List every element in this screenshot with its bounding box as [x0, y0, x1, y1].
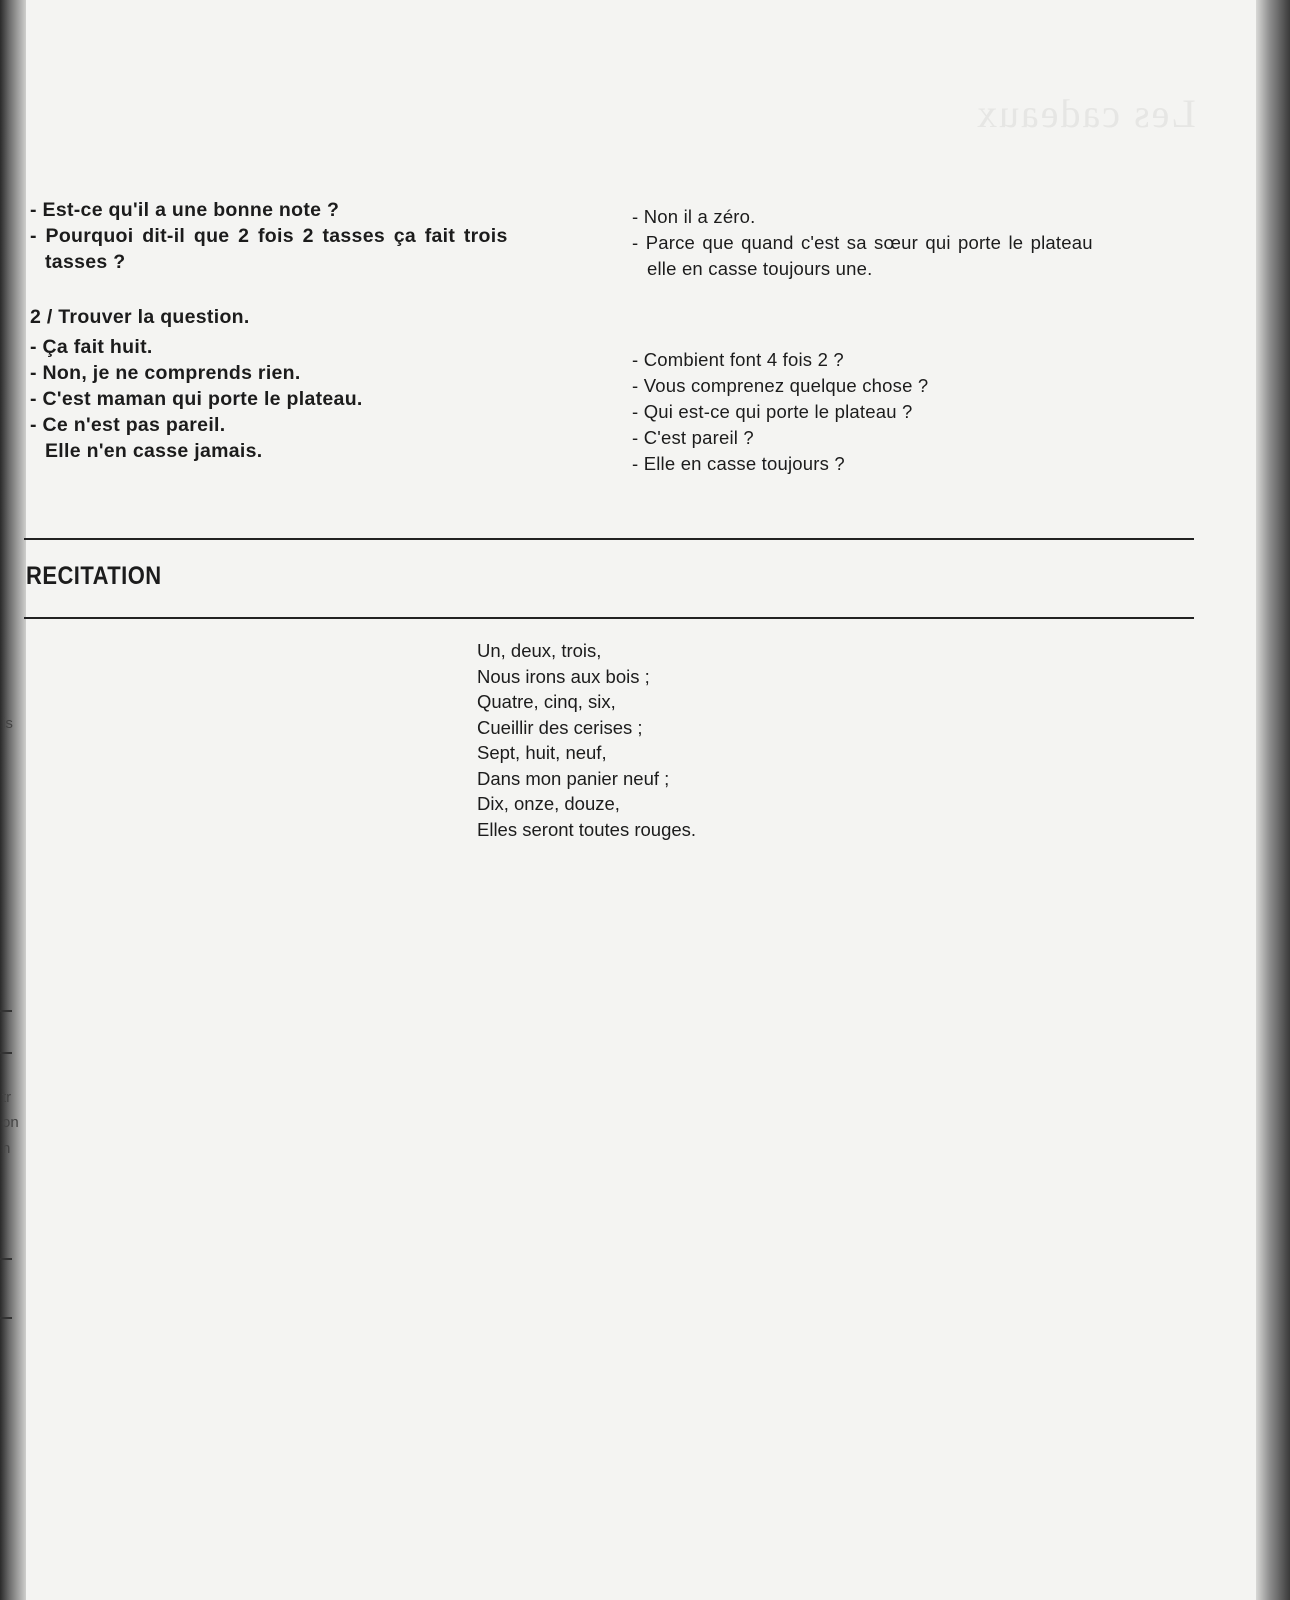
dialogue-questions — [30, 197, 508, 275]
question-line: - Pourquoi dit-il que 2 fois 2 tasses ça fait trois — [30, 225, 508, 247]
poem-line: Sept, huit, neuf, — [477, 742, 607, 763]
question-line: tasses ? — [45, 251, 126, 273]
exercise-questions — [632, 347, 928, 477]
poem-line: Nous irons aux bois ; — [477, 665, 650, 687]
answer-line: elle en casse toujours une. — [647, 258, 873, 279]
exercise-heading: 2 / Trouver la question. — [30, 306, 250, 328]
exercise-question: - Qui est-ce qui porte le plateau ? — [632, 401, 913, 422]
exercise-answer: - Ça fait huit. — [30, 336, 153, 358]
section-rule-top — [24, 538, 1194, 540]
right-page-edge — [1256, 0, 1290, 1600]
bleed-through-text: Les cadeaux — [975, 91, 1196, 136]
edge-rule — [0, 1010, 12, 1012]
edge-fragment: is — [2, 715, 13, 732]
question-line: - Est-ce qu'il a une bonne note ? — [30, 199, 340, 221]
exercise-answer: - C'est maman qui porte le plateau. — [30, 388, 363, 410]
section-rule-bottom — [24, 617, 1194, 619]
edge-fragment: n — [2, 1140, 11, 1157]
exercise-question: - Elle en casse toujours ? — [632, 453, 845, 474]
edge-rule — [0, 1052, 12, 1054]
exercise-question: - Vous comprenez quelque chose ? — [632, 375, 929, 396]
exercise-block — [30, 304, 363, 464]
poem-line: Elles seront toutes rouges. — [477, 818, 697, 840]
exercise-answer: Elle n'en casse jamais. — [45, 440, 263, 462]
dialogue-answers — [632, 204, 1093, 282]
poem-line: Quatre, cinq, six, — [477, 691, 616, 712]
exercise-question: - Combient font 4 fois 2 ? — [632, 349, 844, 370]
recitation-poem — [477, 638, 696, 842]
poem-line: Dans mon panier neuf ; — [477, 767, 670, 789]
poem-line: Dix, onze, douze, — [477, 793, 620, 814]
left-binding-shadow — [0, 0, 26, 1600]
edge-fragment: tr — [2, 1089, 12, 1106]
answer-line: - Parce que quand c'est sa sœur qui porte le plateau — [632, 232, 1093, 253]
edge-rule — [0, 1258, 12, 1260]
edge-rule — [0, 1317, 12, 1319]
poem-line: Un, deux, trois, — [477, 640, 602, 661]
exercise-question: - C'est pareil ? — [632, 427, 754, 448]
exercise-answer: - Non, je ne comprends rien. — [30, 362, 301, 384]
section-title: RECITATION — [26, 562, 162, 590]
poem-line: Cueillir des cerises ; — [477, 716, 643, 738]
exercise-answer: - Ce n'est pas pareil. — [30, 414, 226, 436]
answer-line: - Non il a zéro. — [632, 206, 756, 227]
edge-fragment: on — [2, 1114, 19, 1131]
